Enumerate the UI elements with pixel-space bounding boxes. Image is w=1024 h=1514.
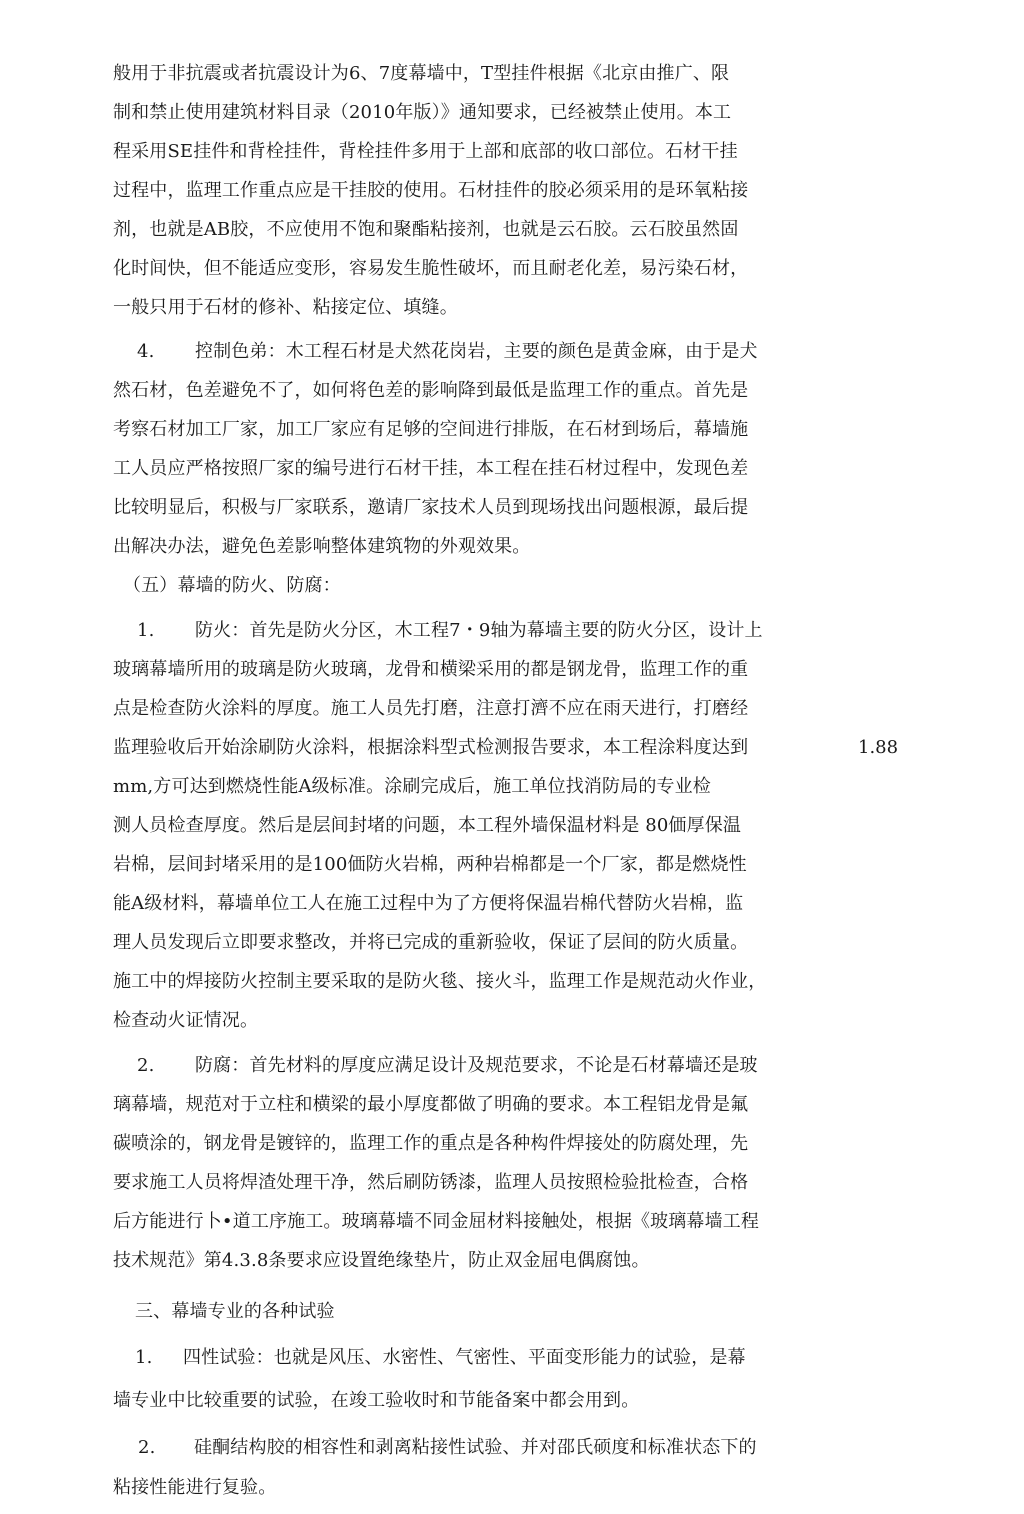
list-item-2 xyxy=(138,1436,898,1460)
paragraph-line: mm,方可达到燃烧性能A级标准。涂刷完成后，施工单位找消防局的专业检 xyxy=(113,776,711,797)
paragraph-line: 粘接性能进行复验。 xyxy=(113,1477,277,1498)
paragraph-line: 后方能进行卜•道工序施工。玻璃幕墙不同金屈材料接触处，根据《玻璃幕墙工程 xyxy=(113,1211,760,1232)
paragraph-line: 控制色弟：木工程石材是犬然花岗岩，主要的颜色是黄金麻，由于是犬 xyxy=(195,341,758,362)
paragraph-line: 防火：首先是防火分区，木工程7・9轴为幕墙主要的防火分区，设计上 xyxy=(195,620,763,641)
paragraph-line: 检查动火证情况。 xyxy=(113,1010,259,1031)
paragraph-line: 然石材，色差避免不了，如何将色差的影响降到最低是监理工作的重点。首先是 xyxy=(113,380,749,401)
overflow-value: 1.88 xyxy=(858,737,899,758)
paragraph-line: 过程中，监理工作重点应是干挂胶的使用。石材挂件的胶必须采用的是环氧粘接 xyxy=(113,180,749,201)
paragraph-line: 理人员发现后立即要求整改，并将已完成的重新验收，保证了层间的防火质量。 xyxy=(113,932,749,953)
paragraph-line: 能A级材料，幕墙单位工人在施工过程中为了方便将保温岩棉代替防火岩棉，监 xyxy=(113,893,744,914)
paragraph-line: 技术规范》第4.3.8条要求应设置绝缘垫片，防止双金屈电偶腐蚀。 xyxy=(113,1250,650,1271)
list-number: 2. xyxy=(137,1055,155,1076)
paragraph-line: 考察石材加工厂家，加工厂家应有足够的空间进行排版，在石材到场后，幕墙施 xyxy=(113,419,749,440)
paragraph-line: 岩棉，层间封堵采用的是100価防火岩棉，两种岩棉都是一个厂家，都是燃烧性 xyxy=(113,854,747,875)
paragraph-line: 程采用SE挂件和背栓挂件，背栓挂件多用于上部和底部的收口部位。石材干挂 xyxy=(113,141,738,162)
list-item-1 xyxy=(137,619,897,643)
paragraph-line: 四性试验：也就是风压、水密性、气密性、平面变形能力的试验，是幕 xyxy=(183,1347,746,1368)
paragraph-line: 一般只用于石材的修补、粘接定位、填缝。 xyxy=(113,297,458,318)
paragraph-line: 测人员检查厚度。然后是层间封堵的问题，本工程外墙保温材料是 80価厚保温 xyxy=(113,815,742,836)
paragraph-line: 墙专业中比较重要的试验，在竣工验收时和节能备案中都会用到。 xyxy=(113,1390,640,1411)
paragraph-line: 玻璃幕墙所用的玻璃是防火玻璃，龙骨和横梁采用的都是钢龙骨，监理工作的重 xyxy=(113,659,749,680)
paragraph-line: 化时间快，但不能适应变形，容易发生脆性破坏，而且耐老化差，易污染石材， xyxy=(113,258,749,279)
paragraph-line: 监理验收后开始涂刷防火涂料，根据涂料型式检测报告要求，本工程涂料度达到 xyxy=(113,737,749,758)
paragraph-line: 硅酮结构胶的相容性和剥离粘接性试验、并对邵氏硕度和标准状态下的 xyxy=(194,1437,757,1458)
list-item-1 xyxy=(135,1346,895,1370)
list-number: 1. xyxy=(135,1347,153,1368)
paragraph-line: 出解决办法，避免色差影响整体建筑物的外观效果。 xyxy=(113,536,531,557)
list-item-2 xyxy=(137,1054,897,1078)
paragraph-line: 剂，也就是AB胶，不应使用不饱和聚酯粘接剂，也就是云石胶。云石胶虽然固 xyxy=(113,219,739,240)
paragraph-line: 防腐：首先材料的厚度应满足设计及规范要求，不论是石材幕墙还是玻 xyxy=(195,1055,758,1076)
paragraph-line: 制和禁止使用建筑材料目录（2010年版）》通知要求，已经被禁止使用。本工 xyxy=(113,102,732,123)
section-heading: （五）幕墙的防火、防腐： xyxy=(123,575,341,596)
paragraph-line: 点是检查防火涂料的厚度。施工人员先打磨，注意打濟不应在雨天进行，打磨经 xyxy=(113,698,749,719)
section-heading: 三、幕墙专业的各种试验 xyxy=(135,1301,335,1322)
paragraph-line: 璃幕墙，规范对于立柱和横梁的最小厚度都做了明确的要求。本工程铝龙骨是氟 xyxy=(113,1094,749,1115)
paragraph-line: 碳喷涂的，钢龙骨是镀锌的，监理工作的重点是各种构件焊接处的防腐处理，先 xyxy=(113,1133,749,1154)
list-item-4 xyxy=(137,340,897,364)
list-number: 1. xyxy=(137,620,155,641)
paragraph-line: 要求施工人员将焊渣处理干净，然后刷防锈漆，监理人员按照检验批检查，合格 xyxy=(113,1172,749,1193)
list-number: 4. xyxy=(137,341,155,362)
paragraph-line: 施工中的焊接防火控制主要采取的是防火毯、接火斗，监理工作是规范动火作业， xyxy=(113,971,767,992)
paragraph-line: 比较明显后，积极与厂家联系，邀请厂家技术人员到现场找出问题根源，最后提 xyxy=(113,497,749,518)
list-number: 2. xyxy=(138,1437,156,1458)
paragraph-line: 工人员应严格按照厂家的编号进行石材干挂，本工程在挂石材过程中，发现色差 xyxy=(113,458,749,479)
paragraph-line: 般用于非抗震或者抗震设计为6、7度幕墙中，T型挂件根据《北京由推广、限 xyxy=(113,63,730,84)
